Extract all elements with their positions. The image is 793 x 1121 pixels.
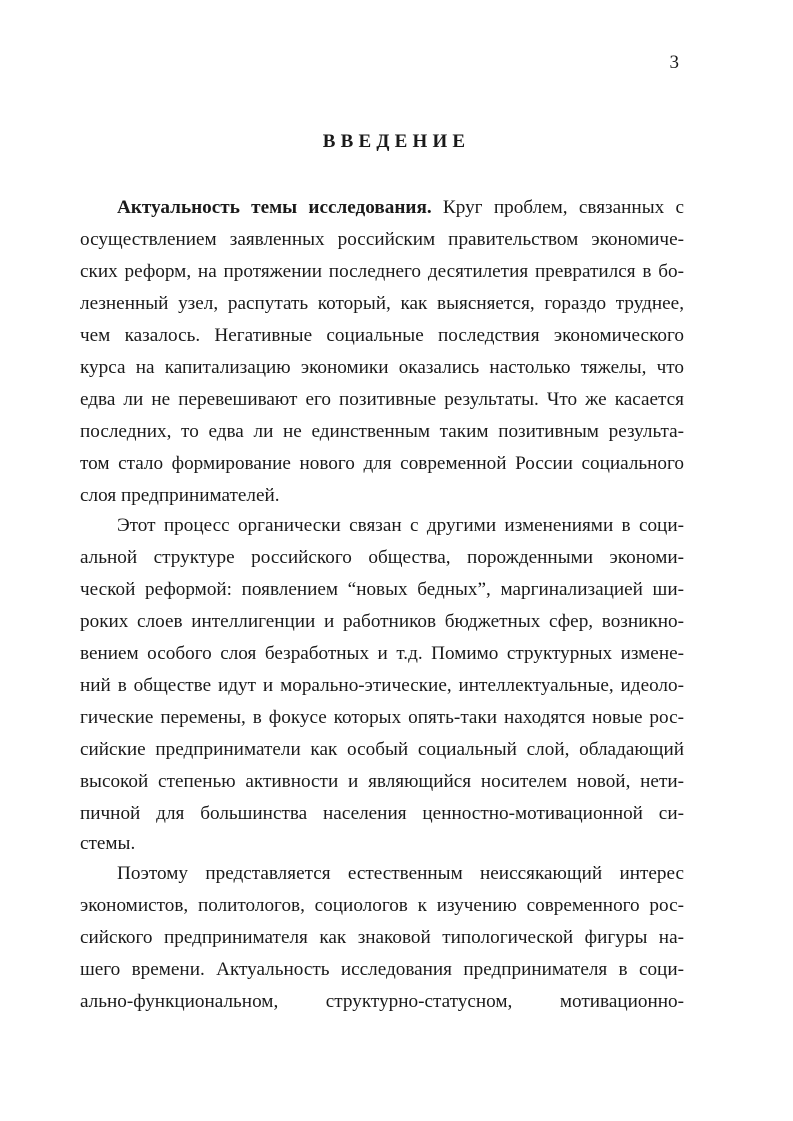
text-line: вением особого слоя безработных и т.д. Помимо структурных измене- — [80, 643, 684, 664]
text-line: осуществлением заявленных российским правительством экономиче- — [80, 229, 684, 250]
text-line: сийского предпринимателя как знаковой типологической фигуры на- — [80, 927, 684, 948]
text-line: Поэтому представляется естественным неиссякающий интерес — [117, 863, 684, 884]
text-line: ских реформ, на протяжении последнего десятилетия превратился в бо- — [80, 261, 684, 282]
text-line: том стало формирование нового для современной России социального — [80, 453, 684, 474]
text-line: высокой степенью активности и являющийся носителем новой, нети- — [80, 771, 684, 792]
text-line: слоя предпринимателей. — [80, 485, 280, 506]
paragraph-lead: Актуальность темы исследования. — [117, 197, 432, 218]
page-number: 3 — [669, 52, 679, 73]
text-line: ально-функциональном, структурно-статусном, мотивационно- — [80, 991, 684, 1012]
text-line: Актуальность темы исследования. Круг проблем, связанных с — [117, 197, 684, 218]
text-line: едва ли не перевешивают его позитивные результаты. Что же касается — [80, 389, 684, 410]
text-line: последних, то едва ли не единственным таким позитивным результа- — [80, 421, 684, 442]
text-line: курса на капитализацию экономики оказались настолько тяжелы, что — [80, 357, 684, 378]
text-line: ческой реформой: появлением “новых бедных”, маргинализацией ши- — [80, 579, 684, 600]
text-line: стемы. — [80, 833, 136, 854]
text-line: альной структуре российского общества, порожденными экономи- — [80, 547, 684, 568]
section-heading: ВВЕДЕНИЕ — [322, 131, 471, 152]
text-line: ний в обществе идут и морально-этические, интеллектуальные, идеоло- — [80, 675, 684, 696]
text-line: Этот процесс органически связан с другими изменениями в соци- — [117, 515, 684, 536]
text-line: шего времени. Актуальность исследования предпринимателя в соци- — [80, 959, 684, 980]
text-line: сийские предприниматели как особый социальный слой, обладающий — [80, 739, 684, 760]
text-line: пичной для большинства населения ценностно-мотивационной си- — [80, 803, 684, 824]
text-line: роких слоев интеллигенции и работников бюджетных сфер, возникно- — [80, 611, 684, 632]
text-line: чем казалось. Негативные социальные последствия экономического — [80, 325, 684, 346]
text-line: гические перемены, в фокусе которых опять-таки находятся новые рос- — [80, 707, 684, 728]
text-line: экономистов, политологов, социологов к изучению современного рос- — [80, 895, 684, 916]
text-line: лезненный узел, распутать который, как выясняется, гораздо труднее, — [80, 293, 684, 314]
